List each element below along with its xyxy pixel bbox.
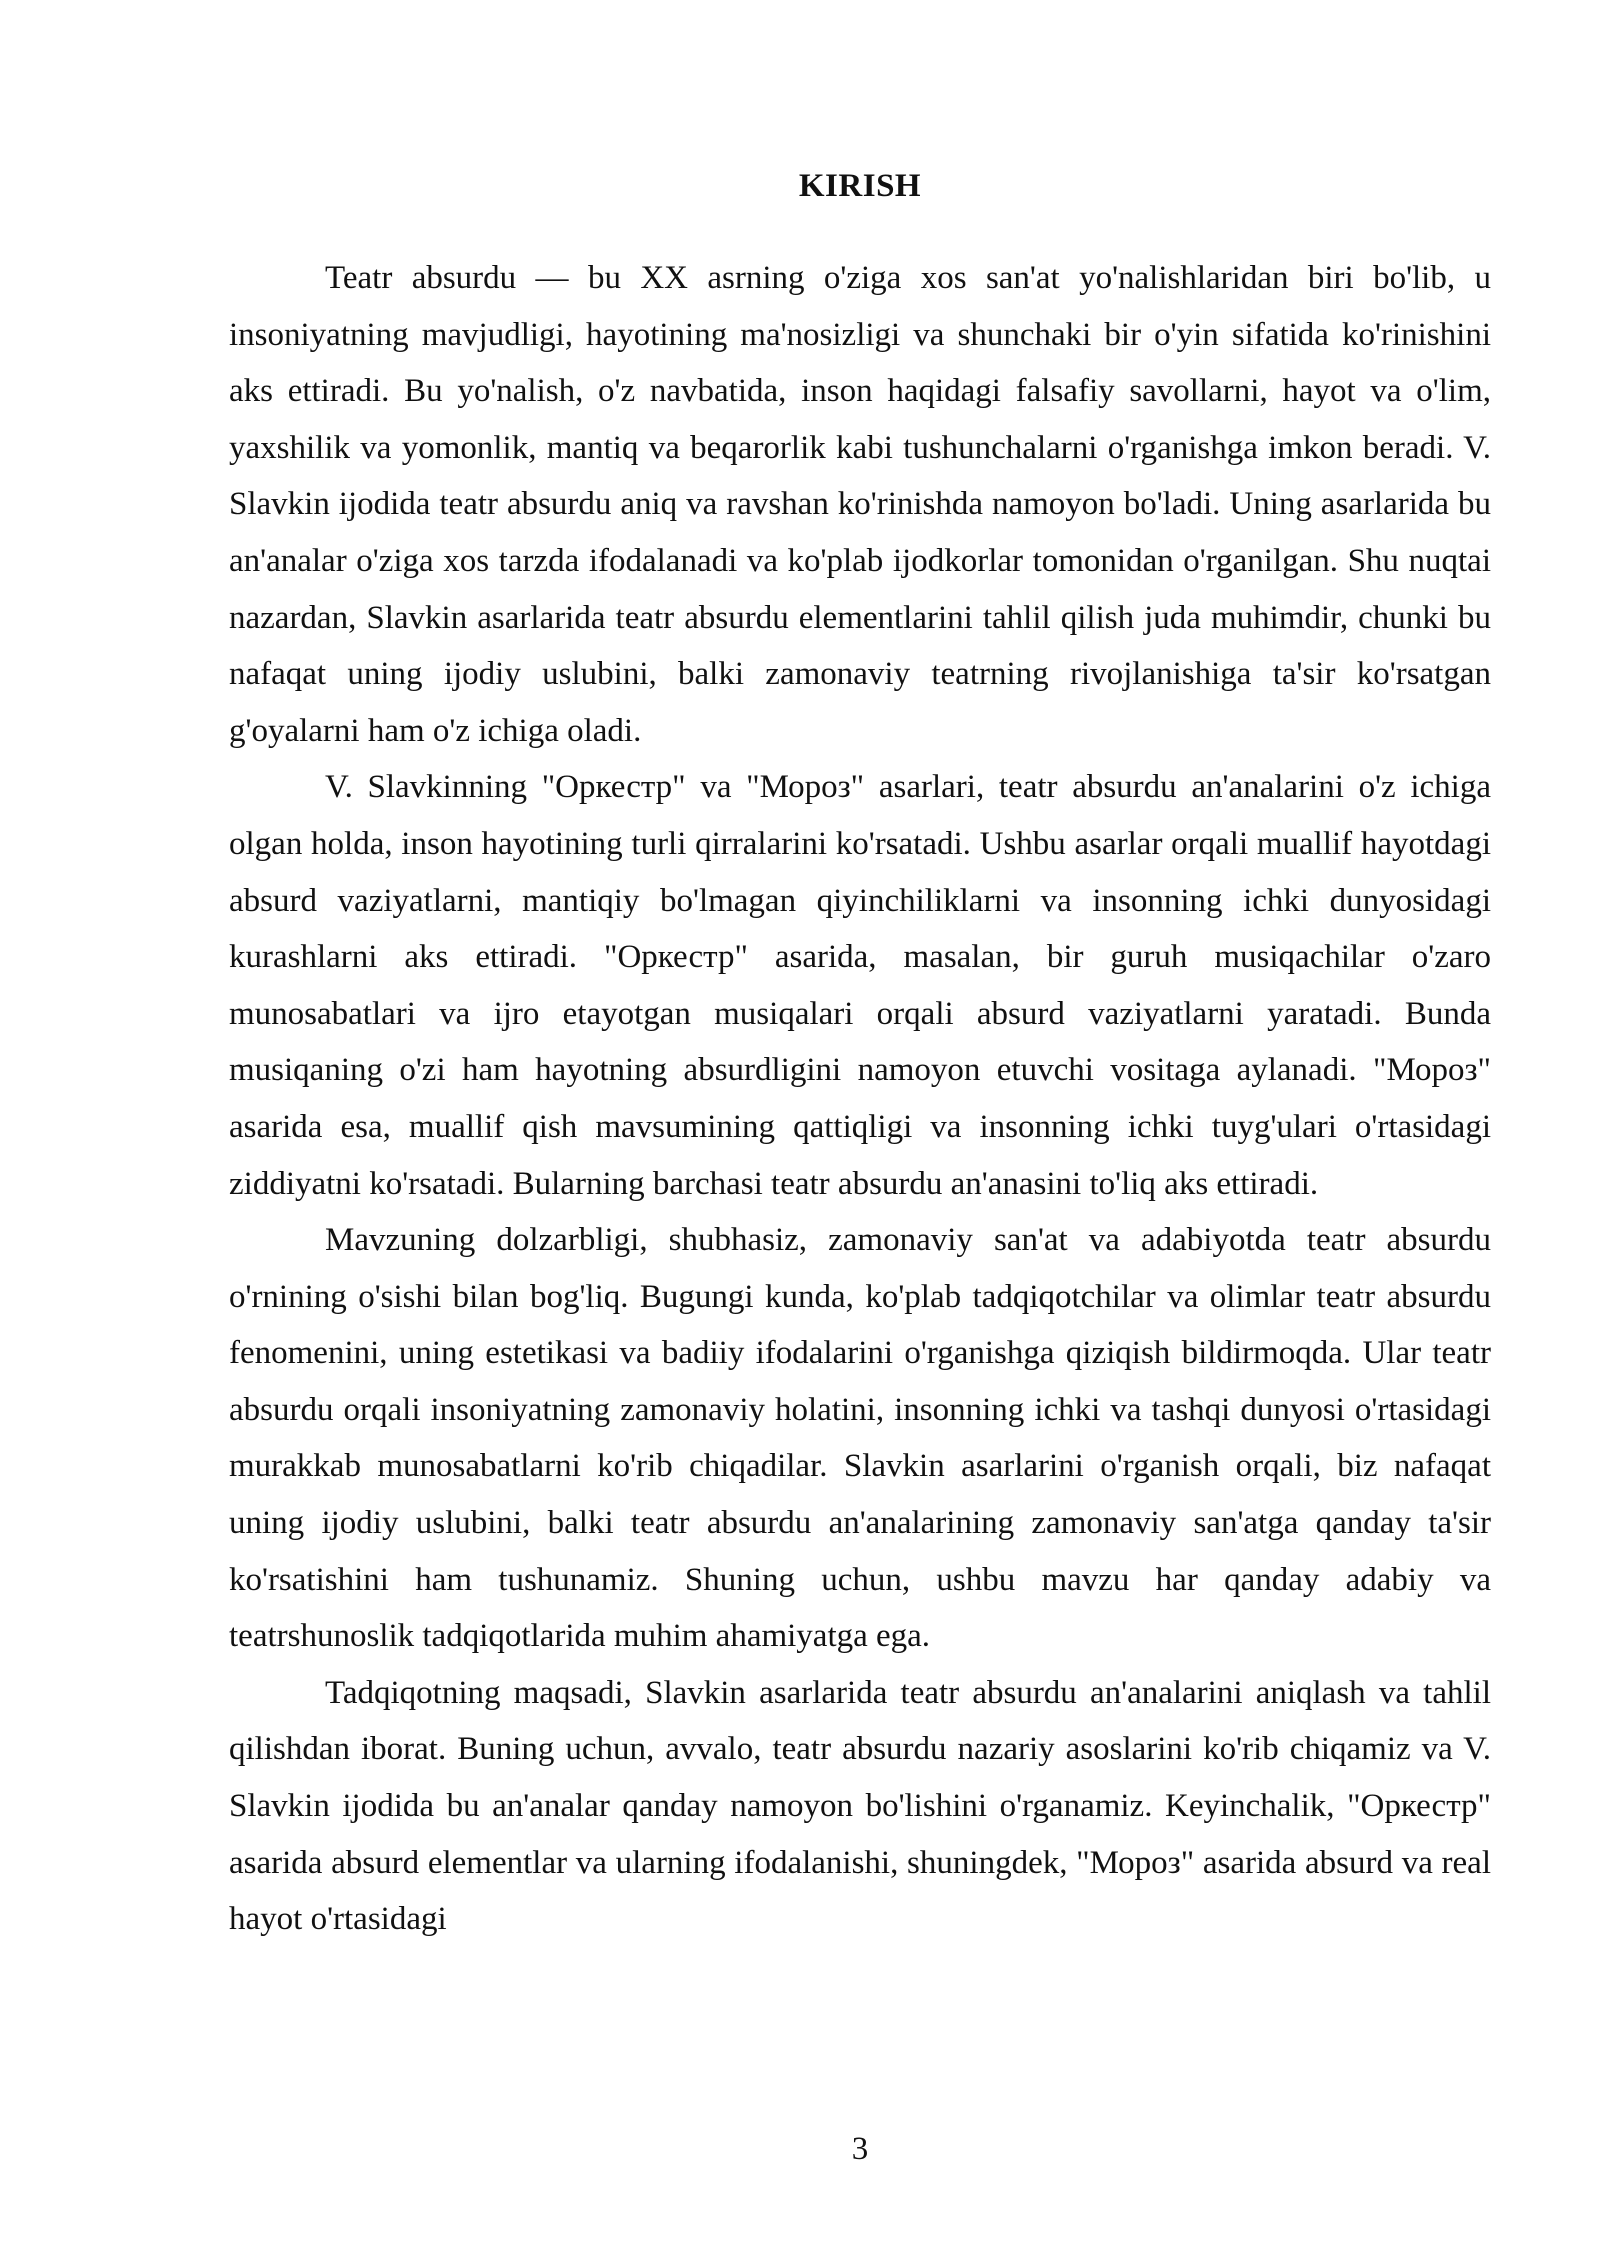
page-number: 3 [851,2131,869,2167]
section-title: KIRISH [798,168,922,204]
body-text [229,250,1491,1948]
paragraph-1: Teatr absurdu — bu XX asrning o'ziga xos san'at yo'nalishlaridan biri bo'lib, u insoniyatning mavjudligi, hayotining ma'nosizligi va shunchaki bir o'yin sifatida ko'rinishini aks ettiradi. Bu yo'nalish, o'z navbatida, inson haqidagi falsafiy savollarni, hayot va o'lim, yaxshilik va yomonlik, mantiq va beqarorlik kabi tushunchalarni o'rganishga imkon beradi. V. Slavkin ijodida teatr absurdu aniq va ravshan ko'rinishda namoyon bo'ladi. Uning asarlarida bu an'analar o'ziga xos tarzda ifodalanadi va ko'plab ijodkorlar tomonidan o'rganilgan. Shu nuqtai nazardan, Slavkin asarlarida teatr absurdu elementlarini tahlil qilish juda muhimdir, chunki bu nafaqat uning ijodiy uslubini, balki zamonaviy teatrning rivojlanishiga ta'sir ko'rsatgan g'oyalarni ham o'z ichiga oladi. [229,260,1491,749]
paragraph-3: Mavzuning dolzarbligi, shubhasiz, zamonaviy san'at va adabiyotda teatr absurdu o'rnining o'sishi bilan bog'liq. Bugungi kunda, ko'plab tadqiqotchilar va olimlar teatr absurdu fenomenini, uning estetikasi va badiiy ifodalarini o'rganishga qiziqish bildirmoqda. Ular teatr absurdu orqali insoniyatning zamonaviy holatini, insonning ichki va tashqi dunyosi o'rtasidagi murakkab munosabatlarni ko'rib chiqadilar. Slavkin asarlarini o'rganish orqali, biz nafaqat uning ijodiy uslubini, balki teatr absurdu an'analarining zamonaviy san'atga qanday ta'sir ko'rsatishini ham tushunamiz. Shuning uchun, ushbu mavzu har qanday adabiy va teatrshunoslik tadqiqotlarida muhim ahamiyatga ega. [229,1222,1491,1655]
paragraph-4: Tadqiqotning maqsadi, Slavkin asarlarida teatr absurdu an'analarini aniqlash va tahlil qilishdan iborat. Buning uchun, avvalo, teatr absurdu nazariy asoslarini ko'rib chiqamiz va V. Slavkin ijodida bu an'analar qanday namoyon bo'lishini o'rganamiz. Keyinchalik, "Оркестр" asarida absurd elementlar va ularning ifodalanishi, shuningdek, "Мороз" asarida absurd va real hayot o'rtasidagi [229,1674,1491,1938]
paragraph-2: V. Slavkinning "Оркестр" va "Мороз" asarlari, teatr absurdu an'analarini o'z ichiga olgan holda, inson hayotining turli qirralarini ko'rsatadi. Ushbu asarlar orqali muallif hayotdagi absurd vaziyatlarni, mantiqiy bo'lmagan qiyinchiliklarni va insonning ichki dunyosidagi kurashlarni aks ettiradi. "Оркестр" asarida, masalan, bir guruh musiqachilar o'zaro munosabatlari va ijro etayotgan musiqalari orqali absurd vaziyatlarni yaratadi. Bunda musiqaning o'zi ham hayotning absurdligini namoyon etuvchi vositaga aylanadi. "Мороз" asarida esa, muallif qish mavsumining qattiqligi va insonning ichki tuyg'ulari o'rtasidagi ziddiyatni ko'rsatadi. Bularning barchasi teatr absurdu an'anasini to'liq aks ettiradi. [229,769,1491,1202]
